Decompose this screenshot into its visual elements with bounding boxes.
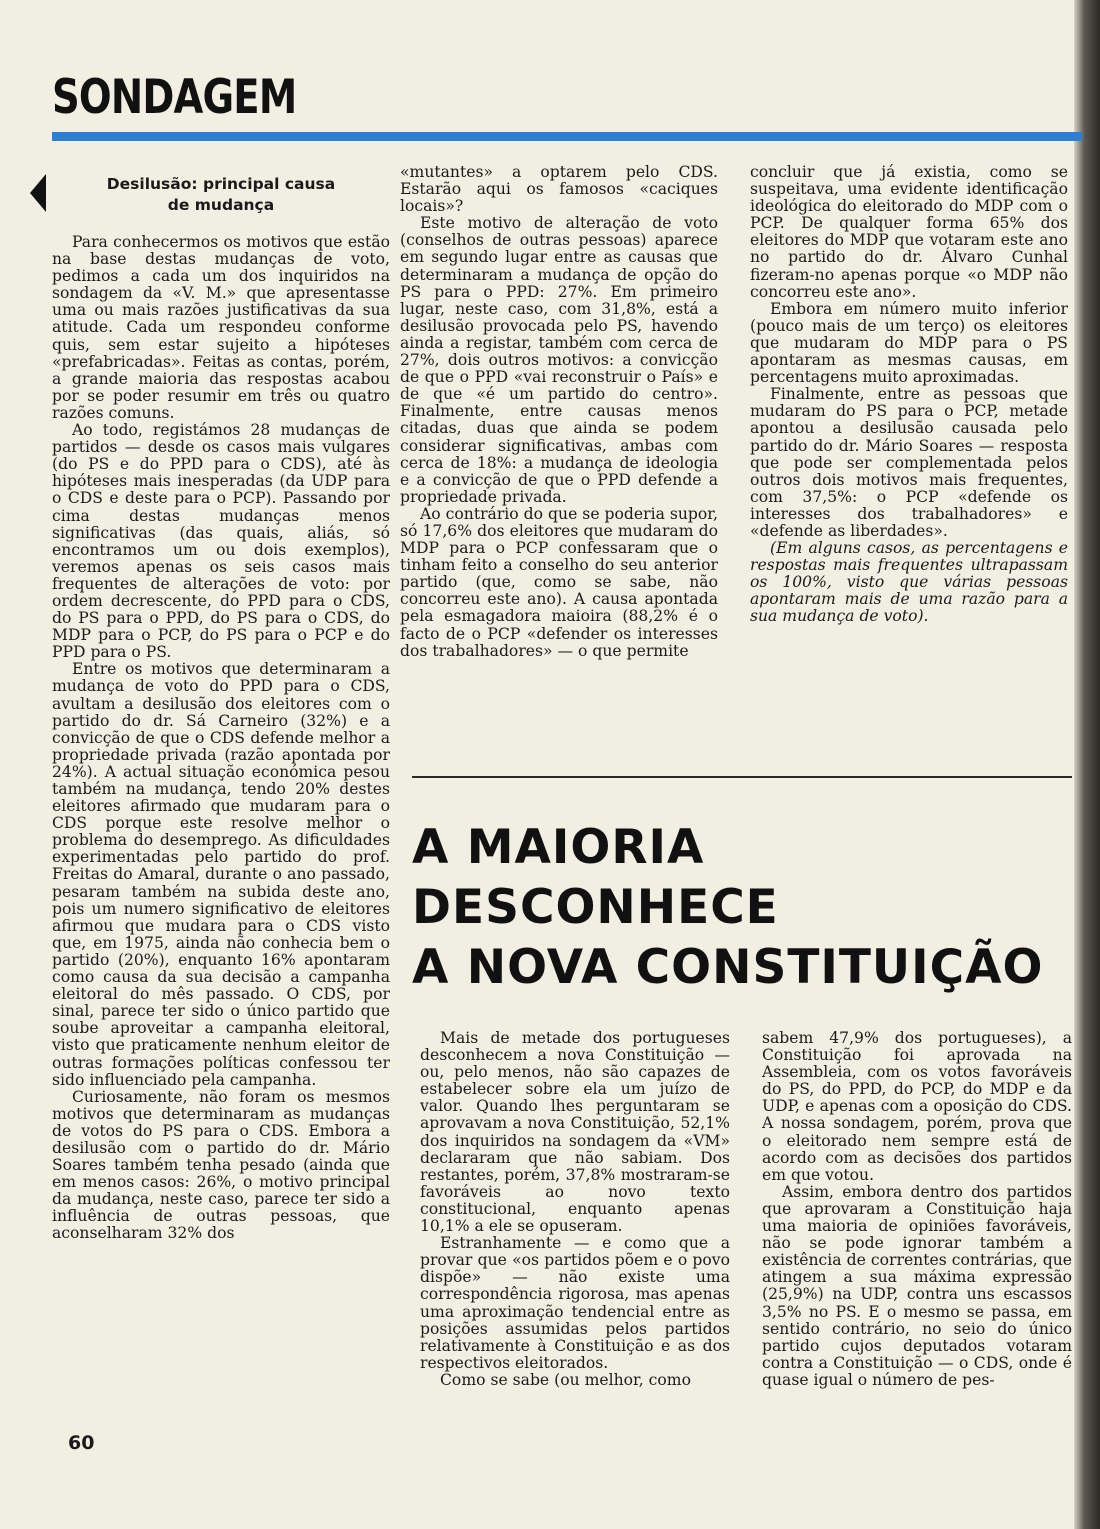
paragraph: Finalmente, entre as pessoas que mudaram do PS para o PCP, metade apontou a desilusão causada pelo partido do dr. Mário Soares — resposta que pode ser complementada pelos outros dois motivos mais frequentes, com 37,5%: o PCP «defende os interesses dos trabalhadores» e «defende as liberdades». [750, 385, 1068, 540]
section-rule [52, 132, 1082, 141]
article2-headline [412, 818, 1043, 998]
triangle-arrow-icon [30, 174, 46, 212]
italic-note: (Em alguns casos, as percentagens e respostas mais frequentes ultrapassam os 100%, visto que várias pessoas apontaram mais de uma razão para a sua mudança de voto). [750, 539, 1068, 626]
paragraph: Embora em número muito inferior (pouco mais de um terço) os eleitores que mudaram do MDP para o PS apontaram as mesmas causas, em percentagens muito aproximadas. [750, 299, 1068, 387]
paragraph: Assim, embora dentro dos partidos que aprovaram a Constituição haja uma maioria de opiniões favoráveis, não se pode ignorar também a existência de correntes contrárias, que atingem a sua máxima expressão (25,9%) na UDP, contra uns escassos 3,5% no PS. E o mesmo se passa, em sentido contrário, no seio do único partido cujos deputados votaram contra a Constituição — o CDS, onde é quase igual o número de pes- [762, 1182, 1072, 1389]
paragraph: Ao todo, registámos 28 mudanças de partidos — desde os casos mais vulgares (do PS e do PPD para o CDS), até às hipóteses mais inesperadas (da UDP para o CDS e deste para o PCP). Passando por cima destas mudanças menos significativas (das quais, aliás, só encontramos um ou dois exemplos), veremos apenas os seis casos mais frequentes de alterações de voto: por ordem decrescente, do PPD para o CDS, do PS para o PPD, do PS para o CDS, do MDP para o PCP, do PS para o PCP e do PPD para o PS. [52, 421, 390, 662]
headline-line: A MAIORIA [412, 820, 705, 875]
article2-column-1 [420, 1030, 730, 1389]
paragraph: Entre os motivos que determinaram a mudança de voto do PPD para o CDS, avultam a desilusão dos eleitores com o partido do dr. Sá Carneiro (32%) e a convicção de que o CDS defende melhor a propriedade privada (razão apontada por 24%). A actual situação económica pesou também na mudança, tendo 20% destes eleitores afirmado que mudaram para o CDS porque este resolve melhor o problema do desemprego. As dificuldades experimentadas pelo partido do prof. Freitas do Amaral, durante o ano passado, pesaram também na subida deste ano, pois um numero significativo de eleitores afirmou que mudara para o CDS visto que, em 1975, ainda não conhecia bem o partido (20%), enquanto 16% apontaram como causa da sua decisão a campanha eleitoral do mês passado. O CDS, por sinal, parece ter sido o único partido que soube aproveitar a campanha eleitoral, visto que praticamente nenhum eleitor de outras formações políticas confessou ter sido influenciado pela campanha. [52, 660, 390, 1089]
paragraph: Para conhecermos os motivos que estão na base destas mudanças de voto, pedimos a cada um dos inquiridos na sondagem da «V. M.» que apresentasse uma ou mais razões justificativas da sua atitude. Cada um respondeu conforme quis, sem estar sujeito a hipóteses «prefabricadas». Feitas as contas, porém, a grande maioria das respostas acabou por se poder resumir em três ou quatro razões comuns. [52, 233, 390, 422]
article1-column-2 [400, 164, 718, 660]
headline-line: A NOVA CONSTITUIÇÃO [412, 940, 1044, 995]
headline-line: DESCONHECE [412, 880, 779, 935]
paragraph: Ao contrário do que se poderia supor, só 17,6% dos eleitores que mudaram do MDP para o PCP confessaram que o tinham feito a conselho do seu anterior partido (que, como se sabe, não concorreu este ano). A causa apontada pela esmagadora maioira (88,2% é o facto de o PCP «defender os interesses dos trabalhadores» — o que permite [400, 504, 718, 660]
article-divider [412, 776, 1072, 778]
paragraph: sabem 47,9% dos portugueses), a Constituição foi aprovada na Assembleia, com os votos favoráveis do PS, do PPD, do PCP, do MDP e da UDP, e apenas com a oposição do CDS. A nossa sondagem, porém, prova que o eleitorado nem sempre está de acordo com as decisões dos partidos em que votou. [762, 1029, 1072, 1184]
article1-column-3 [750, 164, 1068, 626]
section-title: SONDAGEM [52, 70, 297, 125]
paragraph: Curiosamente, não foram os mesmos motivos que determinaram as mudanças de votos do PS para o CDS. Embora a desilusão com o partido do dr. Mário Soares também tenha pesado (ainda que em menos casos: 26%, o motivo principal da mudança, neste caso, parece ter sido a influência de outras pessoas, que aconselharam 32% dos [52, 1087, 390, 1243]
page-spine-shadow [1074, 0, 1100, 1529]
article1-subhead: Desilusão: principal causa de mudança [106, 175, 336, 214]
paragraph: Como se sabe (ou melhor, como [440, 1370, 691, 1389]
paragraph: Mais de metade dos portugueses desconhecem a nova Constituição — ou, pelo menos, não são capazes de estabelecer sobre ela um juízo de valor. Quando lhes perguntaram se aprovavam a nova Constituição, 52,1% dos inquiridos na sondagem da «VM» declararam que não sabiam. Dos restantes, porém, 37,8% mostraram-se favoráveis ao novo texto constitucional, enquanto apenas 10,1% a ele se opuseram. [420, 1029, 730, 1236]
paragraph: «mutantes» a optarem pelo CDS. Estarão aqui os famosos «caciques locais»? [400, 163, 718, 216]
page-number: 60 [68, 1432, 95, 1454]
article1-column-1 [52, 174, 390, 1243]
article2-column-2 [762, 1030, 1072, 1389]
paragraph: Estranhamente — e como que a provar que «os partidos põem e o povo dispõe» — não existe uma correspondência rigorosa, mas apenas uma aproximação tendencial entre as posições assumidas pelos partidos relativamente à Constituição e as dos respectivos eleitorados. [420, 1234, 730, 1372]
paragraph: concluir que já existia, como se suspeitava, uma evidente identificação ideológica do eleitorado do MDP com o PCP. De qualquer forma 65% dos eleitores do MDP que votaram este ano no partido do dr. Álvaro Cunhal fizeram-no apenas porque «o MDP não concorreu este ano». [750, 163, 1068, 301]
paragraph: Este motivo de alteração de voto (conselhos de outras pessoas) aparece em segundo lugar entre as causas que determinaram a mudança de opção do PS para o PPD: 27%. Em primeiro lugar, neste caso, com 31,8%, está a desilusão provocada pelo PS, havendo ainda a registar, também com cerca de 27%, dois outros motivos: a convicção de que o PPD «vai reconstruir o País» e de que «é um partido do centro». Finalmente, entre causas menos citadas, duas que ainda se podem considerar significativas, ambas com cerca de 18%: a mudança de ideologia e a convicção de que o PPD defende a propriedade privada. [400, 214, 718, 506]
